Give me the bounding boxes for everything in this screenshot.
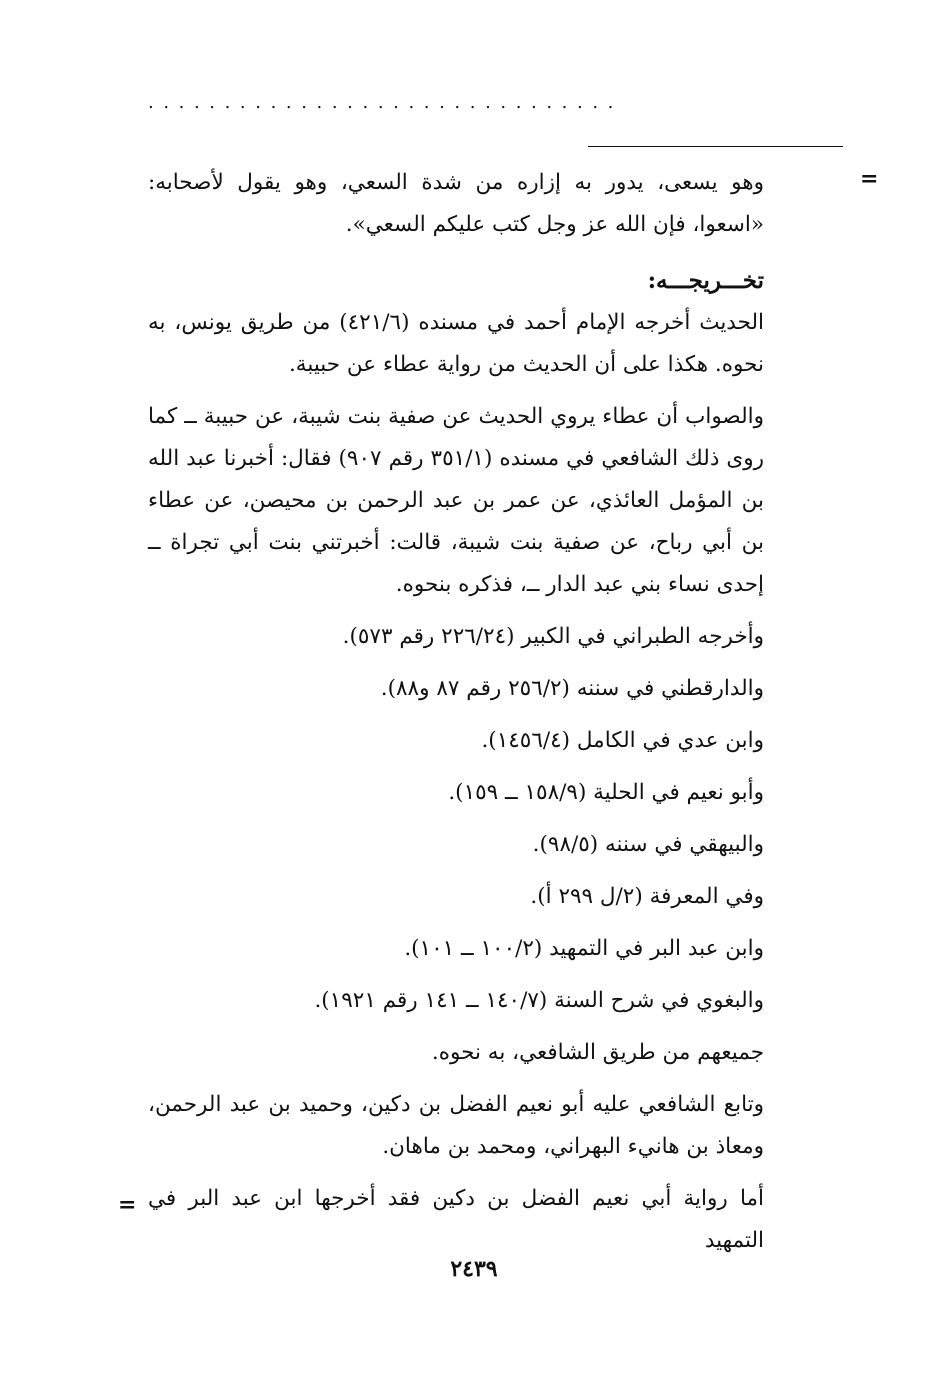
reference-ibn-abd-al-barr: وابن عبد البر في التمهيد (١٠٠/٢ ــ ١٠١). — [404, 936, 764, 961]
continuation-mark-top: = — [860, 166, 879, 192]
section-title-takhrij: تخـــريجـــه: — [647, 267, 764, 294]
header-dotted-line: ............................... — [148, 92, 623, 113]
paragraph-correction: والصواب أن عطاء يروي الحديث عن صفية بنت شيبة، عن حبيبة ــ كما روى ذلك الشافعي في مسنده (٣٥١/١ رقم ٩٠٧) فقال: أخبرنا عبد الله بن المؤمل العائذي، عن عمر بن عبد الرحمن بن محيصن، عن عطاء بن أبي رباح، عن صفية بنت شيبة، قالت: أخبرتني بنت أبي تجراة ــ إحدى نساء بني عبد الدار ــ، فذكره بنحوه. — [148, 404, 764, 597]
reference-bayhaqi-sunan: والبيهقي في سننه (٩٨/٥). — [532, 832, 764, 857]
header-rule — [588, 146, 843, 147]
continuation-mark-bottom: = — [118, 1192, 137, 1218]
page-number: ٢٤٣٩ — [450, 1256, 498, 1282]
reference-daraqutni: والدارقطني في سننه (٢٥٦/٢ رقم ٨٧ و٨٨). — [380, 676, 764, 701]
reference-bayhaqi-marifa: وفي المعرفة (٢/ل ٢٩٩ أ). — [530, 884, 764, 909]
page-body — [148, 162, 764, 1262]
reference-tabarani: وأخرجه الطبراني في الكبير (٢٢٦/٢٤ رقم ٥٧٣). — [342, 624, 764, 649]
reference-baghawi: والبغوي في شرح السنة (١٤٠/٧ ــ ١٤١ رقم ١٩٢١). — [314, 988, 764, 1013]
paragraph-ahmad: الحديث أخرجه الإمام أحمد في مسنده (٤٢١/٦) من طريق يونس، به نحوه. هكذا على أن الحديث من رواية عطاء عن حبيبة. — [148, 310, 764, 377]
reference-summary: جميعهم من طريق الشافعي، به نحوه. — [431, 1040, 764, 1065]
paragraph-abu-nuaym-narration: أما رواية أبي نعيم الفضل بن دكين فقد أخرجها ابن عبد البر في التمهيد — [148, 1186, 764, 1253]
paragraph-hadith-end: وهو يسعى، يدور به إزاره من شدة السعي، وهو يقول لأصحابه: «اسعوا، فإن الله عز وجل كتب عليكم السعي». — [148, 170, 764, 237]
reference-abu-nuaym: وأبو نعيم في الحلية (١٥٨/٩ ــ ١٥٩). — [448, 780, 764, 805]
paragraph-followers: وتابع الشافعي عليه أبو نعيم الفضل بن دكين، وحميد بن عبد الرحمن، ومعاذ بن هانيء البهراني، ومحمد بن ماهان. — [148, 1092, 764, 1159]
reference-ibn-adi: وابن عدي في الكامل (١٤٥٦/٤). — [481, 728, 764, 753]
